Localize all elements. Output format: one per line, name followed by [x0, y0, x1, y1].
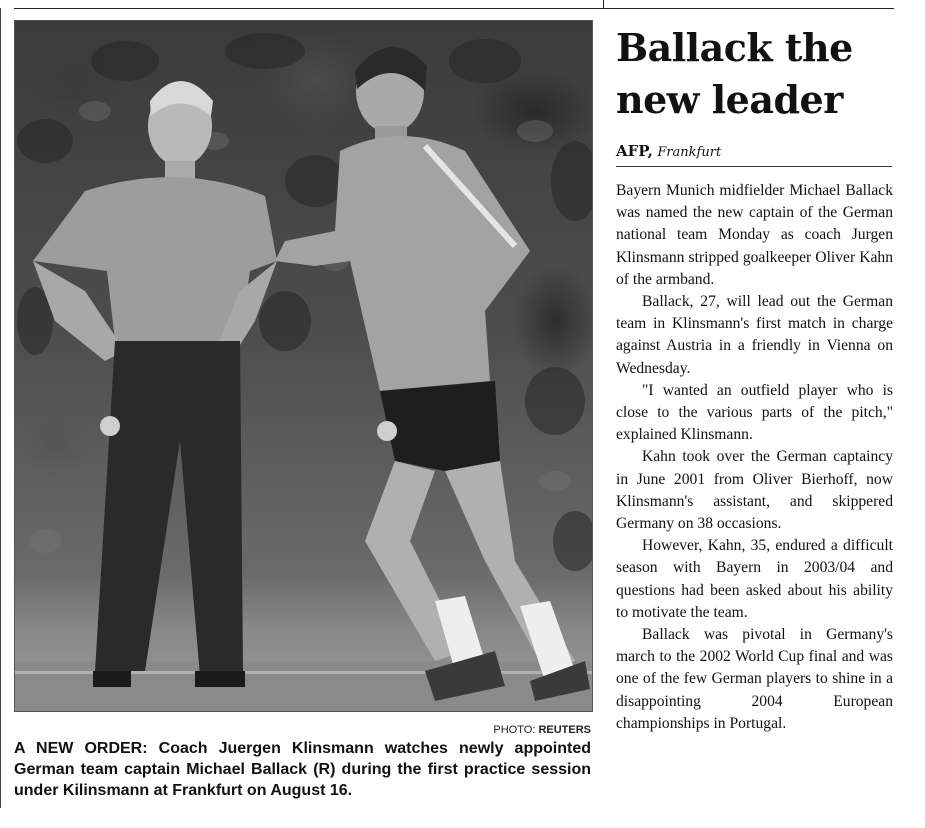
photo-caption: A NEW ORDER: Coach Juergen Klinsmann watches newly appointed German team captain Michael Ballack (R) during the first practice session under Kilinsmann at Frankfurt on August 16. [14, 740, 591, 799]
byline-agency: AFP, [616, 142, 653, 160]
column-divider-tick [603, 0, 604, 8]
article-body [616, 180, 893, 735]
photo-credit-source: REUTERS [538, 724, 591, 736]
headline: Ballack the new leader [616, 25, 853, 122]
coach-figure [33, 81, 277, 687]
paragraph: Bayern Munich midfielder Michael Ballack was named the new captain of the German national team Monday as coach Jurgen Klinsmann stripped goalkeeper Oliver Kahn of the armband. [616, 182, 893, 288]
paragraph: Kahn took over the German captaincy in June 2001 from Oliver Bierhoff, now Klinsmann's assistant, and skippered Germany on 38 occasions. [616, 448, 893, 533]
paragraph: Ballack was pivotal in Germany's march to the 2002 World Cup final and was one of the few German players to shine in a disappointing 2004 European championships in Portugal. [616, 626, 893, 732]
byline-place: Frankfurt [657, 145, 722, 160]
photo-illustration [15, 21, 592, 711]
paragraph: However, Kahn, 35, endured a difficult season with Bayern in 2003/04 and questions had been asked about his ability to motivate the team. [616, 537, 893, 621]
left-rule [0, 8, 1, 808]
byline [616, 142, 892, 167]
photo-credit-prefix: PHOTO: [493, 724, 539, 736]
paragraph: Ballack, 27, will lead out the German team in Klinsmann's first match in charge against Austria in a friendly in Vienna on Wednesday. [616, 293, 893, 377]
news-photo [14, 20, 593, 712]
paragraph: "I wanted an outfield player who is close to the various parts of the pitch," explained Klinsmann. [616, 381, 893, 444]
photo-credit [480, 724, 591, 736]
top-rule [14, 8, 894, 9]
